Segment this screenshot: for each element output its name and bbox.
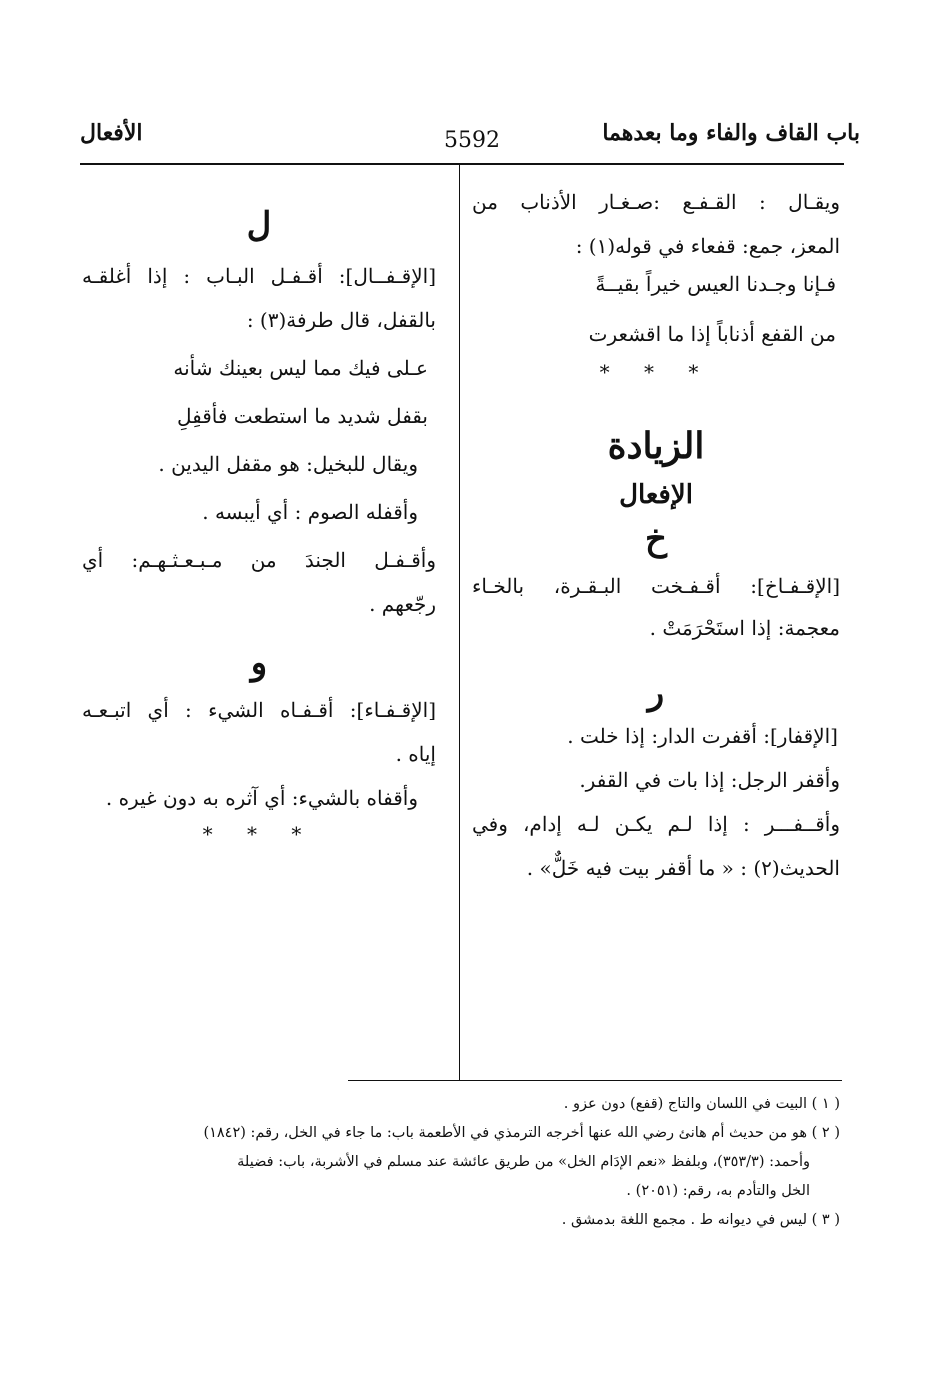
subsection-title: الإفعال xyxy=(619,479,693,510)
footnote-2: ( ٢ ) هو من حديث أم هانئ رضي الله عنها أخرجه الترمذي في الأطعمة باب: ما جاء في الخل، رقم: (١٨٤٢) xyxy=(203,1125,840,1141)
entry-iqfa-3: وأقفاه بالشيء: أي آثره به دون غيره . xyxy=(105,786,418,811)
verse-line-1: فـإنا وجـدنا العيس خيراً بقيــةً xyxy=(595,272,836,296)
entry-ifkhakh-2: معجمة: إذا استَحْرَمَتْ . xyxy=(649,615,840,640)
entry-muqfal: ويقال للبخيل: هو مقفل اليدين . xyxy=(158,452,418,477)
running-header-section: الأفعال xyxy=(80,120,143,146)
verse-line-2: من القفع أذناباً إذا ما اقشعرت xyxy=(588,322,836,346)
entry-ifkhakh-1: [الإقـفـاخ]: أقـفـخت البـقـرة، بالخـاء xyxy=(472,573,840,598)
entry-iqfal-2: بالقفل، قال طرفة(٣) : xyxy=(246,308,436,333)
section-title: الزيادة xyxy=(607,425,705,467)
letter-heading-waw: و xyxy=(250,643,268,684)
right-column xyxy=(472,175,840,883)
left-column xyxy=(82,175,436,849)
entry-qaf-1: ويقـال : القـفـع :صـغـار الأذناب من xyxy=(472,190,840,214)
letter-heading-kha: خ xyxy=(645,518,667,559)
letter-heading-ra: ر xyxy=(647,672,665,713)
footnote-1: ( ١ ) البيت في اللسان والتاج (قفع) دون عزو . xyxy=(563,1096,840,1112)
section-separator: * * * xyxy=(599,360,713,384)
entry-iqfa-1: [الإقـفـاء]: أقـفـاه الشيء : أي اتبـعـه xyxy=(82,698,436,723)
footnote-rule xyxy=(348,1080,842,1081)
entry-iqfar-4: الحديث(٢) : « ما أقفر بيت فيه خَلٌّ» . xyxy=(526,856,840,881)
entry-aqfal-jund-2: رجّعهم . xyxy=(369,592,436,617)
entry-iqfar-2: وأقفر الرجل: إذا بات في القفر. xyxy=(579,768,840,793)
entry-iqfa-2: إياه . xyxy=(395,742,436,767)
entry-iqfar-3: وأقــفـــر : إذا لـم يكـن لـه إدام، وفي xyxy=(472,812,840,837)
verse-line-4: بقفل شديد ما استطعت فأقفِلِ xyxy=(176,404,428,429)
entry-aqfal-jund-1: وأقـفـل الجندَ من مـبـعـثـهـم: أي xyxy=(82,548,436,573)
entry-iqfar-1: [الإقفار]: أقفرت الدار: إذا خلت . xyxy=(567,724,838,749)
entry-qaf-2: المعز، جمع: قفعاء في قوله(١) : xyxy=(575,234,840,258)
page-number: 5592 xyxy=(444,128,500,153)
footnote-2-cont: وأحمد: (٣٥٣/٣)، وبلفظ «نعم الإدَام الخل» من طريق عائشة عند مسلم في الأشربة، باب: فضيلة xyxy=(237,1154,810,1170)
running-header-chapter: باب القاف والفاء وما بعدهما xyxy=(602,120,860,146)
entry-aqfalahu: وأقفله الصوم : أي أيبسه . xyxy=(202,500,418,525)
column-divider xyxy=(459,165,460,1080)
footnote-3: ( ٣ ) ليس في ديوانه ط . مجمع اللغة بدمشق . xyxy=(561,1212,840,1228)
verse-line-3: عـلى فيك مما ليس بعينك شأنه xyxy=(173,356,428,381)
letter-heading-lam: ل xyxy=(246,205,272,245)
section-separator: * * * xyxy=(202,822,316,847)
footnote-2-cont: الخل والتأدم به، رقم: (٢٠٥١) . xyxy=(626,1183,810,1199)
entry-iqfal-1: [الإقـفــال]: أقـفـل البـاب : إذا أغلقـه xyxy=(82,264,436,289)
footnotes xyxy=(78,1090,840,1235)
header-rule xyxy=(80,163,844,165)
